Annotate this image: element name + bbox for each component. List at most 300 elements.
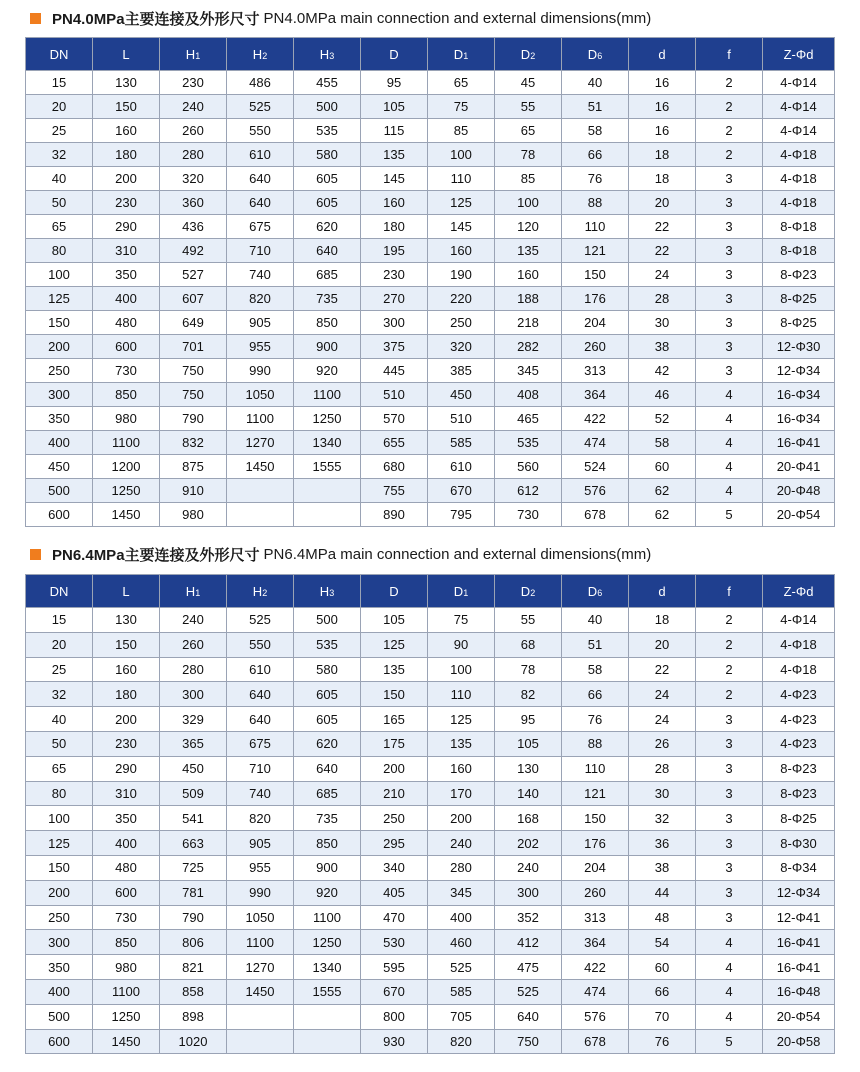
- table-cell: 475: [495, 955, 562, 980]
- table-cell: 340: [361, 855, 428, 880]
- table-cell: 18: [629, 167, 696, 191]
- table-cell: 38: [629, 855, 696, 880]
- table-cell: 95: [495, 707, 562, 732]
- table-cell: 400: [93, 831, 160, 856]
- table-cell: 4: [696, 479, 763, 503]
- table-cell: 8-Φ18: [763, 215, 835, 239]
- table-cell: 160: [93, 657, 160, 682]
- table-cell: 500: [26, 1004, 93, 1029]
- table-cell: 1270: [227, 431, 294, 455]
- table-cell: 4: [696, 383, 763, 407]
- table-cell: 95: [361, 71, 428, 95]
- orange-square-icon: [30, 549, 41, 560]
- table-cell: 260: [160, 632, 227, 657]
- table-cell: 5: [696, 1029, 763, 1054]
- table-header-row: [26, 575, 835, 608]
- table-cell: 4: [696, 930, 763, 955]
- table-cell: 75: [428, 608, 495, 633]
- table-cell: 663: [160, 831, 227, 856]
- table-cell: 310: [93, 781, 160, 806]
- table-cell: 740: [227, 263, 294, 287]
- table-cell: 1020: [160, 1029, 227, 1054]
- table-row: [26, 287, 835, 311]
- table-cell: 930: [361, 1029, 428, 1054]
- column-header: Z-Φd: [763, 575, 835, 608]
- table-cell: 980: [160, 503, 227, 527]
- table-cell: 350: [26, 955, 93, 980]
- column-header: Z-Φd: [763, 38, 835, 71]
- table-cell: 50: [26, 731, 93, 756]
- table-cell: 412: [495, 930, 562, 955]
- table-cell: 150: [361, 682, 428, 707]
- table-row: [26, 311, 835, 335]
- table-cell: 905: [227, 311, 294, 335]
- table-cell: 3: [696, 756, 763, 781]
- column-header: D: [361, 38, 428, 71]
- table-cell: 12-Φ34: [763, 359, 835, 383]
- table-cell: 685: [294, 781, 361, 806]
- table-cell: 190: [428, 263, 495, 287]
- table-cell: 820: [227, 806, 294, 831]
- table-cell: 580: [294, 143, 361, 167]
- table-cell: 50: [26, 191, 93, 215]
- table-cell: 422: [562, 955, 629, 980]
- table-row: [26, 930, 835, 955]
- table-cell: 735: [294, 806, 361, 831]
- table-row: [26, 756, 835, 781]
- table-cell: 4-Φ18: [763, 191, 835, 215]
- table-cell: 385: [428, 359, 495, 383]
- table-cell: 3: [696, 167, 763, 191]
- table-cell: 955: [227, 335, 294, 359]
- table-cell: 3: [696, 806, 763, 831]
- table-cell: 48: [629, 905, 696, 930]
- table-cell: 25: [26, 119, 93, 143]
- table-cell: 320: [428, 335, 495, 359]
- table-cell: 1450: [93, 1029, 160, 1054]
- table-row: [26, 831, 835, 856]
- table-cell: 980: [93, 407, 160, 431]
- table-cell: 20: [629, 191, 696, 215]
- table-cell: 1200: [93, 455, 160, 479]
- table-cell: 375: [361, 335, 428, 359]
- column-header: f: [696, 38, 763, 71]
- table-cell: 135: [495, 239, 562, 263]
- table-cell: [294, 1029, 361, 1054]
- table-cell: 3: [696, 359, 763, 383]
- table-cell: 640: [227, 707, 294, 732]
- table-cell: 230: [93, 731, 160, 756]
- table-cell: [227, 1029, 294, 1054]
- table-cell: 990: [227, 880, 294, 905]
- table-cell: 24: [629, 263, 696, 287]
- table-cell: 78: [495, 143, 562, 167]
- table-cell: 18: [629, 143, 696, 167]
- table-cell: 4: [696, 979, 763, 1004]
- table-row: [26, 682, 835, 707]
- table-cell: 180: [361, 215, 428, 239]
- table-cell: 4-Φ14: [763, 95, 835, 119]
- table-cell: 16-Φ41: [763, 431, 835, 455]
- table-cell: 640: [227, 167, 294, 191]
- table-cell: 250: [26, 359, 93, 383]
- table-cell: 900: [294, 855, 361, 880]
- table-cell: 65: [26, 215, 93, 239]
- table-cell: 2: [696, 657, 763, 682]
- table-cell: 1250: [294, 930, 361, 955]
- table-cell: 400: [26, 979, 93, 1004]
- table-cell: 900: [294, 335, 361, 359]
- table-cell: 36: [629, 831, 696, 856]
- table-cell: 1250: [294, 407, 361, 431]
- table-cell: 364: [562, 383, 629, 407]
- table-cell: 230: [361, 263, 428, 287]
- column-header: H3: [294, 38, 361, 71]
- column-header: H2: [227, 575, 294, 608]
- table-cell: 135: [361, 143, 428, 167]
- table-row: [26, 143, 835, 167]
- table-cell: 422: [562, 407, 629, 431]
- table-cell: 800: [361, 1004, 428, 1029]
- table-cell: 45: [495, 71, 562, 95]
- table-cell: 576: [562, 479, 629, 503]
- column-header: D6: [562, 575, 629, 608]
- table-cell: 58: [562, 657, 629, 682]
- table-cell: 78: [495, 657, 562, 682]
- table-cell: 620: [294, 731, 361, 756]
- table-cell: 730: [93, 905, 160, 930]
- section-title-pn40: [30, 8, 651, 28]
- table-cell: 135: [428, 731, 495, 756]
- table-cell: 76: [629, 1029, 696, 1054]
- table-cell: [294, 1004, 361, 1029]
- table-cell: 4-Φ18: [763, 632, 835, 657]
- table-cell: 80: [26, 781, 93, 806]
- table-cell: 40: [26, 707, 93, 732]
- table-cell: 100: [26, 806, 93, 831]
- table-cell: 2: [696, 682, 763, 707]
- table-cell: 610: [428, 455, 495, 479]
- table-cell: 82: [495, 682, 562, 707]
- table-cell: 42: [629, 359, 696, 383]
- table-cell: 1100: [294, 905, 361, 930]
- table-cell: 115: [361, 119, 428, 143]
- table-cell: 480: [93, 311, 160, 335]
- table-cell: 670: [428, 479, 495, 503]
- table-cell: 605: [294, 191, 361, 215]
- table-cell: 125: [26, 287, 93, 311]
- table-cell: 66: [562, 143, 629, 167]
- table-row: [26, 905, 835, 930]
- table-cell: 300: [26, 383, 93, 407]
- table-cell: 145: [428, 215, 495, 239]
- table-cell: 685: [294, 263, 361, 287]
- table-cell: 400: [93, 287, 160, 311]
- table-cell: 300: [160, 682, 227, 707]
- table-cell: 24: [629, 707, 696, 732]
- table-cell: 3: [696, 191, 763, 215]
- table-cell: 28: [629, 756, 696, 781]
- table-cell: 130: [93, 608, 160, 633]
- table-cell: 270: [361, 287, 428, 311]
- table-cell: 678: [562, 1029, 629, 1054]
- table-cell: 1450: [93, 503, 160, 527]
- table-cell: 295: [361, 831, 428, 856]
- table-cell: 2: [696, 95, 763, 119]
- table-cell: 8-Φ25: [763, 287, 835, 311]
- table-cell: 22: [629, 657, 696, 682]
- section-title-en: PN6.4MPa main connection and external dimensions(mm): [263, 545, 652, 563]
- table-cell: 240: [160, 608, 227, 633]
- table-cell: 875: [160, 455, 227, 479]
- table-cell: 176: [562, 287, 629, 311]
- table-cell: 51: [562, 632, 629, 657]
- table-cell: 240: [495, 855, 562, 880]
- table-cell: 55: [495, 608, 562, 633]
- table-cell: 4-Φ23: [763, 682, 835, 707]
- table-cell: 910: [160, 479, 227, 503]
- table-cell: 58: [562, 119, 629, 143]
- table-cell: 675: [227, 731, 294, 756]
- table-cell: 150: [562, 806, 629, 831]
- table-cell: 170: [428, 781, 495, 806]
- table-cell: [227, 1004, 294, 1029]
- table-cell: 52: [629, 407, 696, 431]
- table-cell: 675: [227, 215, 294, 239]
- table-cell: 486: [227, 71, 294, 95]
- table-cell: 500: [294, 608, 361, 633]
- table-row: [26, 359, 835, 383]
- table-cell: 62: [629, 479, 696, 503]
- table-row: [26, 608, 835, 633]
- table-cell: 3: [696, 831, 763, 856]
- table-cell: [227, 479, 294, 503]
- column-header: H1: [160, 38, 227, 71]
- table-cell: 400: [428, 905, 495, 930]
- table-cell: 4: [696, 431, 763, 455]
- table-cell: 725: [160, 855, 227, 880]
- table-cell: 70: [629, 1004, 696, 1029]
- table-cell: 150: [93, 95, 160, 119]
- section-title-pn64: [30, 544, 651, 564]
- table-cell: 436: [160, 215, 227, 239]
- column-header: f: [696, 575, 763, 608]
- table-cell: 600: [26, 503, 93, 527]
- table-row: [26, 707, 835, 732]
- table-cell: 110: [562, 215, 629, 239]
- table-row: [26, 263, 835, 287]
- table-cell: 345: [495, 359, 562, 383]
- table-cell: 525: [495, 979, 562, 1004]
- table-cell: 160: [93, 119, 160, 143]
- table-cell: 180: [93, 682, 160, 707]
- table-cell: 4-Φ18: [763, 657, 835, 682]
- table-cell: 365: [160, 731, 227, 756]
- table-row: [26, 1004, 835, 1029]
- column-header: D: [361, 575, 428, 608]
- table-cell: 820: [428, 1029, 495, 1054]
- table-cell: 66: [562, 682, 629, 707]
- table-cell: 16-Φ41: [763, 930, 835, 955]
- table-cell: 160: [361, 191, 428, 215]
- table-cell: 200: [361, 756, 428, 781]
- column-header: DN: [26, 38, 93, 71]
- table-row: [26, 479, 835, 503]
- table-cell: 76: [562, 167, 629, 191]
- table-row: [26, 855, 835, 880]
- table-row: [26, 455, 835, 479]
- table-row: [26, 383, 835, 407]
- table-cell: 8-Φ30: [763, 831, 835, 856]
- table-cell: 120: [495, 215, 562, 239]
- table-cell: 492: [160, 239, 227, 263]
- table-cell: 150: [562, 263, 629, 287]
- table-cell: 750: [160, 359, 227, 383]
- table-cell: 920: [294, 359, 361, 383]
- table-cell: 160: [495, 263, 562, 287]
- table-cell: 3: [696, 263, 763, 287]
- table-cell: 678: [562, 503, 629, 527]
- table-cell: 220: [428, 287, 495, 311]
- table-cell: 105: [361, 95, 428, 119]
- table-cell: 4: [696, 955, 763, 980]
- table-cell: 610: [227, 143, 294, 167]
- table-cell: 320: [160, 167, 227, 191]
- table-cell: 990: [227, 359, 294, 383]
- table-cell: 68: [495, 632, 562, 657]
- table-cell: 705: [428, 1004, 495, 1029]
- table-cell: 38: [629, 335, 696, 359]
- table-cell: 1270: [227, 955, 294, 980]
- table-cell: 313: [562, 905, 629, 930]
- table-cell: 55: [495, 95, 562, 119]
- table-cell: 125: [428, 707, 495, 732]
- table-cell: 535: [294, 119, 361, 143]
- table-cell: 16-Φ34: [763, 407, 835, 431]
- table-cell: 4: [696, 407, 763, 431]
- table-cell: 2: [696, 632, 763, 657]
- table-cell: 730: [93, 359, 160, 383]
- table-cell: 460: [428, 930, 495, 955]
- table-cell: 168: [495, 806, 562, 831]
- table-cell: 450: [428, 383, 495, 407]
- table-cell: 28: [629, 287, 696, 311]
- table-cell: 32: [26, 682, 93, 707]
- table-cell: 188: [495, 287, 562, 311]
- table-cell: 2: [696, 119, 763, 143]
- table-cell: 66: [629, 979, 696, 1004]
- table-cell: 3: [696, 287, 763, 311]
- table-cell: 640: [495, 1004, 562, 1029]
- table-cell: 105: [361, 608, 428, 633]
- table-row: [26, 731, 835, 756]
- table-cell: 16: [629, 71, 696, 95]
- table-cell: 100: [428, 657, 495, 682]
- table-cell: 576: [562, 1004, 629, 1029]
- table-cell: 76: [562, 707, 629, 732]
- table-row: [26, 955, 835, 980]
- table-cell: 500: [294, 95, 361, 119]
- column-header: D2: [495, 575, 562, 608]
- table-cell: 175: [361, 731, 428, 756]
- table-cell: 3: [696, 880, 763, 905]
- table-cell: 550: [227, 632, 294, 657]
- table-row: [26, 979, 835, 1004]
- table-cell: 4-Φ14: [763, 608, 835, 633]
- table-cell: 408: [495, 383, 562, 407]
- table-cell: 8-Φ23: [763, 263, 835, 287]
- table-cell: 40: [562, 608, 629, 633]
- table-cell: 3: [696, 215, 763, 239]
- table-cell: 313: [562, 359, 629, 383]
- table-cell: 240: [428, 831, 495, 856]
- table-cell: 282: [495, 335, 562, 359]
- table-row: [26, 215, 835, 239]
- table-cell: 8-Φ25: [763, 806, 835, 831]
- table-cell: 8-Φ25: [763, 311, 835, 335]
- table-cell: 352: [495, 905, 562, 930]
- table-cell: 4-Φ14: [763, 71, 835, 95]
- table-row: [26, 407, 835, 431]
- table-cell: 4: [696, 455, 763, 479]
- table-cell: 890: [361, 503, 428, 527]
- table-row: [26, 880, 835, 905]
- table-cell: 640: [227, 682, 294, 707]
- table-cell: 32: [629, 806, 696, 831]
- table-cell: 550: [227, 119, 294, 143]
- table-cell: 204: [562, 855, 629, 880]
- table-cell: 88: [562, 191, 629, 215]
- table-cell: 740: [227, 781, 294, 806]
- table-cell: 85: [495, 167, 562, 191]
- table-cell: 1050: [227, 905, 294, 930]
- table-cell: 806: [160, 930, 227, 955]
- table-cell: 2: [696, 608, 763, 633]
- table-row: [26, 657, 835, 682]
- table-cell: 600: [26, 1029, 93, 1054]
- table-cell: 535: [495, 431, 562, 455]
- table-cell: 16-Φ34: [763, 383, 835, 407]
- table-cell: [294, 479, 361, 503]
- table-cell: 30: [629, 311, 696, 335]
- table-cell: 16-Φ48: [763, 979, 835, 1004]
- table-cell: 12-Φ30: [763, 335, 835, 359]
- table-cell: 20: [629, 632, 696, 657]
- table-cell: 530: [361, 930, 428, 955]
- table-cell: 649: [160, 311, 227, 335]
- table-cell: 20-Φ58: [763, 1029, 835, 1054]
- table-cell: 1340: [294, 955, 361, 980]
- table-cell: 1450: [227, 455, 294, 479]
- column-header: D2: [495, 38, 562, 71]
- table-cell: 8-Φ34: [763, 855, 835, 880]
- table-cell: 541: [160, 806, 227, 831]
- table-cell: 850: [294, 311, 361, 335]
- table-cell: 474: [562, 431, 629, 455]
- table-cell: 1340: [294, 431, 361, 455]
- table-row: [26, 1029, 835, 1054]
- table-cell: 230: [160, 71, 227, 95]
- table-cell: 4-Φ23: [763, 707, 835, 732]
- table-cell: 525: [227, 95, 294, 119]
- table-cell: 160: [428, 756, 495, 781]
- table-cell: 26: [629, 731, 696, 756]
- table-cell: 790: [160, 407, 227, 431]
- table-cell: 4-Φ14: [763, 119, 835, 143]
- table-cell: 280: [160, 143, 227, 167]
- table-cell: 329: [160, 707, 227, 732]
- table-cell: 65: [428, 71, 495, 95]
